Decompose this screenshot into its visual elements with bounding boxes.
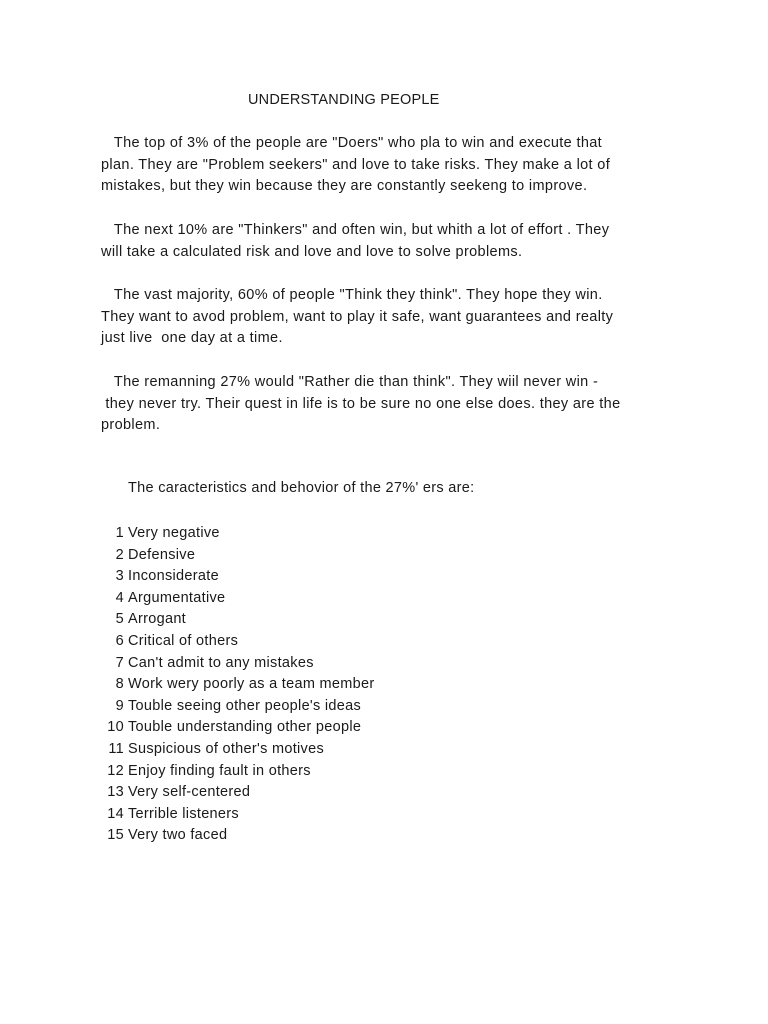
paragraph-line: The remanning 27% would "Rather die than think". They wiil never win - <box>101 374 599 390</box>
list-item-number: 5 <box>115 611 124 628</box>
list-item-text: Touble understanding other people <box>128 719 362 736</box>
list-item <box>100 674 375 696</box>
list-item-number: 13 <box>107 784 124 801</box>
list-item <box>100 653 375 675</box>
list-item <box>100 523 375 545</box>
paragraph-line: They want to avod problem, want to play it safe, want guarantees and realty <box>101 308 614 325</box>
paragraph-line: just live one day at a time. <box>101 330 283 347</box>
list-item-number: 12 <box>107 762 124 779</box>
paragraph-thinkers <box>101 220 621 263</box>
paragraph-doers <box>101 133 621 198</box>
list-item <box>100 588 375 610</box>
list-intro: The caracteristics and behovior of the 27%' ers are: <box>128 480 475 496</box>
list-item-text: Can't admit to any mistakes <box>128 654 314 671</box>
list-item <box>100 631 375 653</box>
paragraph-remaining <box>101 372 621 437</box>
list-item-text: Critical of others <box>128 632 239 649</box>
list-item-text: Very negative <box>128 525 220 541</box>
list-item <box>100 545 375 567</box>
list-item <box>100 566 375 588</box>
list-item-number: 2 <box>115 546 124 563</box>
list-item-text: Arrogant <box>128 611 187 628</box>
list-item <box>100 782 375 804</box>
characteristics-list <box>100 523 375 847</box>
list-item-number: 7 <box>115 654 124 671</box>
paragraph-line: mistakes, but they win because they are constantly seekeng to improve. <box>101 178 588 195</box>
list-item-number: 10 <box>107 719 124 736</box>
list-item-text: Very two faced <box>128 827 228 844</box>
list-item <box>100 825 375 847</box>
paragraph-line: problem. <box>101 417 161 434</box>
list-item-text: Suspicious of other's motives <box>128 740 325 757</box>
list-item-text: Defensive <box>128 546 196 563</box>
list-item <box>100 804 375 826</box>
list-item-number: 4 <box>115 589 124 606</box>
paragraph-line: The top of 3% of the people are "Doers" who pla to win and execute that <box>101 135 603 151</box>
list-item-text: Terrible listeners <box>128 805 239 822</box>
paragraph-line: will take a calculated risk and love and love to solve problems. <box>101 243 523 260</box>
list-item-text: Argumentative <box>128 589 226 606</box>
list-item-text: Very self-centered <box>128 784 251 801</box>
paragraph-line: plan. They are "Problem seekers" and love to take risks. They make a lot of <box>101 156 611 173</box>
paragraph-line: they never try. Their quest in life is to be sure no one else does. they are the <box>101 395 621 412</box>
list-item-number: 9 <box>115 697 124 714</box>
list-item-text: Inconsiderate <box>128 568 219 585</box>
page-title: UNDERSTANDING PEOPLE <box>248 92 440 108</box>
list-item <box>100 609 375 631</box>
list-item-number: 15 <box>107 827 124 844</box>
list-item-number: 3 <box>115 568 124 585</box>
list-item-number: 11 <box>108 740 124 757</box>
list-item <box>100 696 375 718</box>
paragraph-line: The vast majority, 60% of people "Think they think". They hope they win. <box>101 287 603 303</box>
list-item <box>100 761 375 783</box>
list-item-text: Work wery poorly as a team member <box>128 676 375 693</box>
list-item-number: 6 <box>115 632 124 649</box>
list-item-number: 8 <box>115 676 124 693</box>
list-item-number: 14 <box>107 805 124 822</box>
list-item-text: Touble seeing other people's ideas <box>128 697 362 714</box>
list-item <box>100 717 375 739</box>
list-item-number: 1 <box>115 525 124 541</box>
list-item-text: Enjoy finding fault in others <box>128 762 311 779</box>
paragraph-line: The next 10% are "Thinkers" and often win, but whith a lot of effort . They <box>101 222 610 238</box>
list-item <box>100 739 375 761</box>
paragraph-majority <box>101 285 621 350</box>
